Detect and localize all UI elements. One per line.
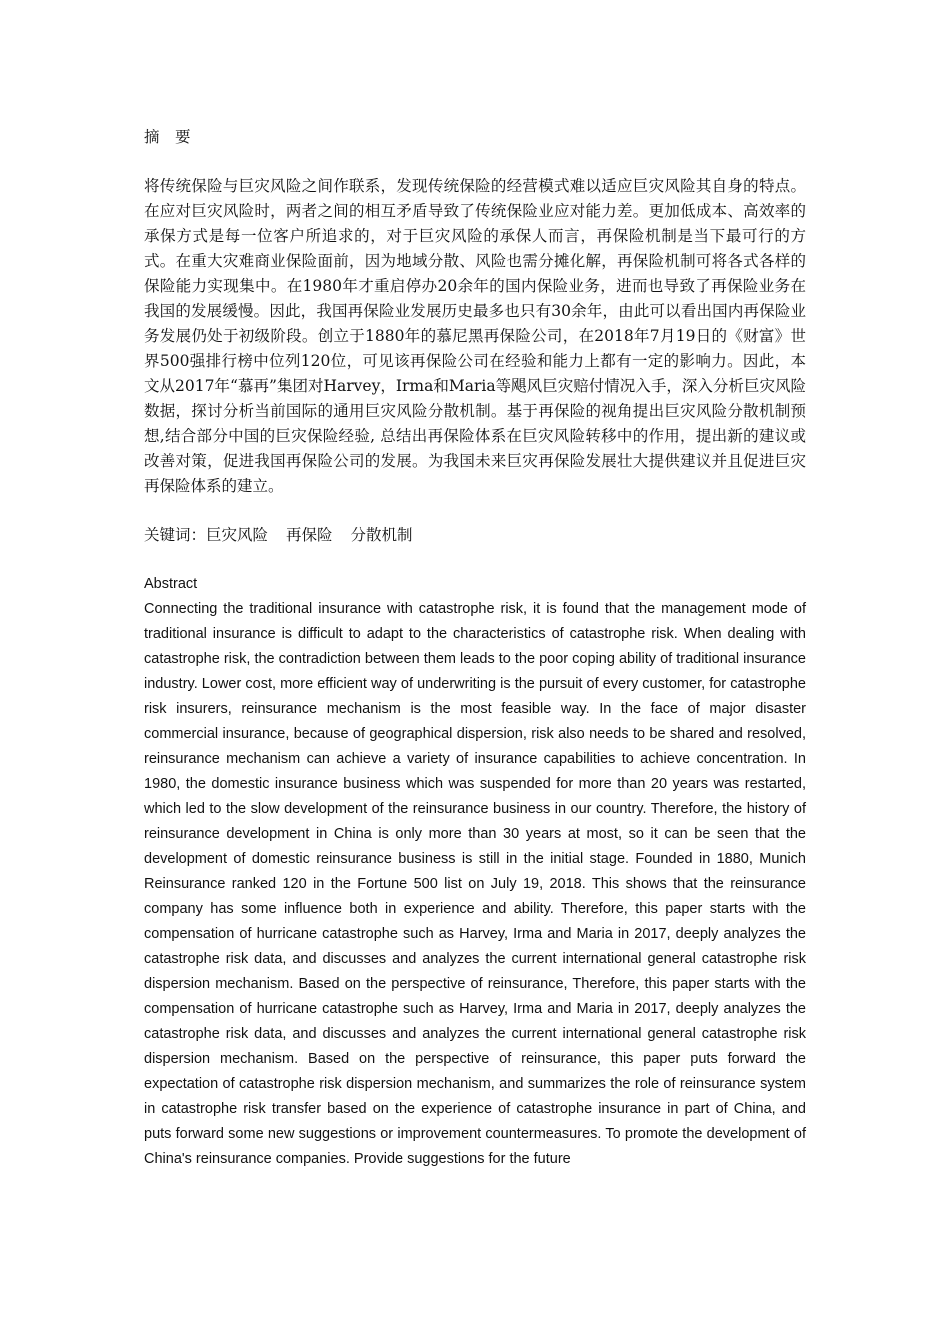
keywords-line [144,523,806,548]
keywords-label: 关键词： [144,526,207,544]
abstract-cn-heading: 摘 要 [144,128,191,146]
document-page [144,125,806,1172]
keyword-term: 分散机制 [350,526,413,544]
abstract-en-body: Connecting the traditional insurance with catastrophe risk, it is found that the management mode of traditional insurance is difficult to adapt to the characteristics of catastrophe risk. When dealing with catastrophe risk, the contradiction between them leads to the poor coping ability of traditional insurance industry. Lower cost, more efficient way of underwriting is the pursuit of every customer, for catastrophe risk insurers, reinsurance mechanism is the most feasible way. In the face of major disaster commercial insurance, because of geographical dispersion, risk also needs to be shared and resolved, reinsurance mechanism can achieve a variety of insurance capabilities to achieve concentration. In 1980, the domestic insurance business which was suspended for more than 20 years was restarted, which led to the slow development of the reinsurance business in our country. Therefore, the history of reinsurance development in China is only more than 30 years at most, so it can be seen that the development of domestic reinsurance business is still in the initial stage. Founded in 1880, Munich Reinsurance ranked 120 in the Fortune 500 list on July 19, 2018. This shows that the reinsurance company has some influence both in experience and ability. Therefore, this paper starts with the compensation of hurricane catastrophe such as Harvey, Irma and Maria in 2017, deeply analyzes the catastrophe risk data, and discusses and analyzes the current international general catastrophe risk dispersion mechanism. Based on the perspective of reinsurance, Therefore, this paper starts with the compensation of hurricane catastrophe such as Harvey, Irma and Maria in 2017, deeply analyzes the catastrophe risk data, and discusses and analyzes the current international general catastrophe risk dispersion mechanism. Based on the perspective of reinsurance, this paper puts forward the expectation of catastrophe risk dispersion mechanism, and summarizes the role of reinsurance system in catastrophe risk transfer based on the experience of catastrophe insurance in part of China, and puts forward some new suggestions or improvement countermeasures. To promote the development of China's reinsurance companies. Provide suggestions for the future [144,601,806,1167]
abstract-en-heading: Abstract [144,576,198,592]
keyword-term: 巨灾风险 [206,526,269,544]
keyword-term: 再保险 [286,526,333,544]
abstract-cn-body: 将传统保险与巨灾风险之间作联系，发现传统保险的经营模式难以适应巨灾风险其自身的特点。在应对巨灾风险时，两者之间的相互矛盾导致了传统保险业应对能力差。更加低成本、高效率的承保方式是每一位客户所追求的，对于巨灾风险的承保人而言，再保险机制是当下最可行的方式。在重大灾难商业保险面前，因为地域分散、风险也需分摊化解，再保险机制可将各式各样的保险能力实现集中。在1980年才重启停办20余年的国内保险业务，进而也导致了再保险业务在我国的发展缓慢。因此，我国再保险业发展历史最多也只有30余年，由此可以看出国内再保险业务发展仍处于初级阶段。创立于1880年的慕尼黑再保险公司，在2018年7月19日的《财富》世界500强排行榜中位列120位，可见该再保险公司在经验和能力上都有一定的影响力。因此，本文从2017年“慕再”集团对Harvey，Irma和Maria等飓风巨灾赔付情况入手，深入分析巨灾风险数据，探讨分析当前国际的通用巨灾风险分散机制。基于再保险的视角提出巨灾风险分散机制预想,结合部分中国的巨灾保险经验, 总结出再保险体系在巨灾风险转移中的作用，提出新的建议或改善对策，促进我国再保险公司的发展。为我国未来巨灾再保险发展壮大提供建议并且促进巨灾再保险体系的建立。 [144,177,806,495]
